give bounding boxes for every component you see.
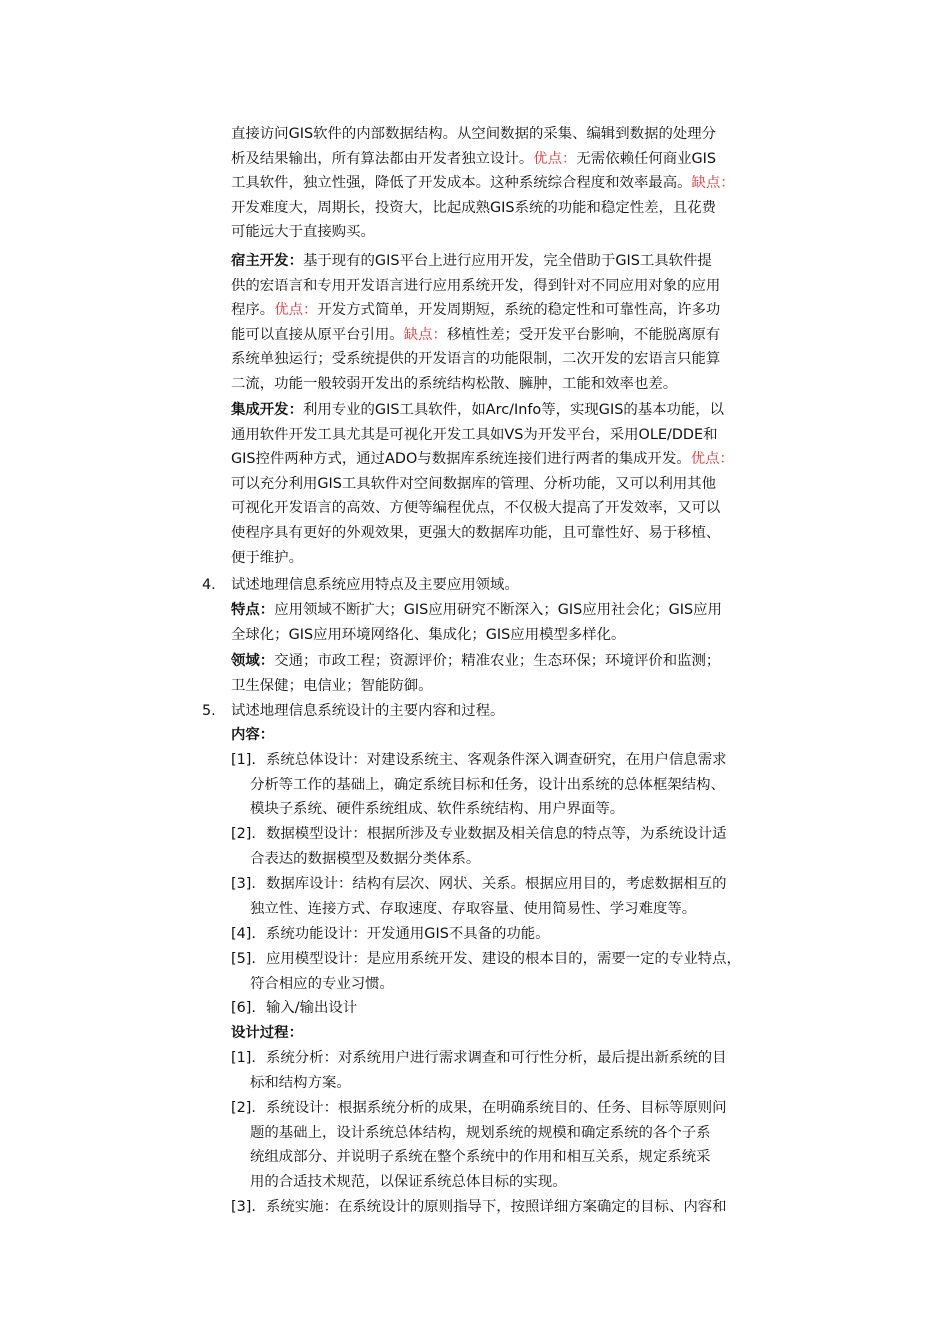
text-line: 领域：交通；市政工程；资源评价；精准农业；生态环保；环境评价和监测；: [231, 653, 721, 669]
text-line: 开发难度大，周期长，投资大，比起成熟GIS系统的功能和稳定性差，且花费: [231, 199, 717, 216]
paragraph-integrated-development: [231, 398, 811, 570]
list-text: 符合相应的专业习惯。: [250, 975, 394, 992]
section-label: 集成开发：: [231, 402, 303, 418]
text-line: 直接访问GIS软件的内部数据结构。从空间数据的采集、编辑到数据的处理分: [231, 126, 717, 142]
text-line: 便于维护。: [231, 549, 303, 566]
text-line: 宿主开发：基于现有的GIS平台上进行应用开发，完全借助于GIS工具软件提: [231, 253, 712, 269]
question-text: 试述地理信息系统设计的主要内容和过程。: [231, 703, 505, 719]
list-text: 数据库设计：结构有层次、网状、关系。根据应用目的，考虑数据相互的: [266, 876, 727, 892]
list-text: 独立性、连接方式、存取速度、存取容量、使用简易性、学习难度等。: [250, 900, 697, 917]
question-5: [231, 699, 811, 724]
list-index: [1].: [231, 1050, 256, 1066]
list-text: 题的基础上，设计系统总体结构，规划系统的规模和确定系统的各个子系: [250, 1124, 711, 1141]
question-4: [231, 573, 811, 598]
advantage-label: 优点：: [533, 150, 577, 167]
list-index: [2].: [231, 1100, 256, 1116]
text-line: 可能远大于直接购买。: [231, 224, 375, 241]
disadvantage-label: 缺点：: [403, 326, 447, 343]
list-index: [6].: [231, 1000, 256, 1016]
list-text: 系统分析：对系统用户进行需求调查和可行性分析，最后提出新系统的目: [266, 1050, 727, 1066]
disadvantage-label: 缺点：: [691, 175, 735, 192]
list-index: [2].: [231, 826, 256, 842]
list-text: 合表达的数据模型及数据分类体系。: [250, 850, 481, 867]
list-text: 系统总体设计：对建设系统主、客观条件深入调查研究，在用户信息需求: [266, 752, 727, 768]
list-text: 数据模型设计：根据所涉及专业数据及相关信息的特点等，为系统设计适: [266, 826, 727, 842]
section-label: 宿主开发：: [231, 253, 303, 269]
text-line: GIS控件两种方式，通过ADO与数据库系统连接们进行两者的集成开发。优点：: [231, 451, 734, 468]
list-text: 分析等工作的基础上，确定系统目标和任务，设计出系统的总体框架结构、: [250, 776, 725, 793]
q4-fields: [231, 649, 811, 698]
text-line: 二流，功能一般较弱开发出的系统结构松散、臃肿，工能和效率也差。: [231, 375, 678, 392]
paragraph-self-development: [231, 122, 811, 245]
text-line: 使程序具有更好的外观效果，更强大的数据库功能，且可靠性好、易于移植、: [231, 524, 721, 541]
advantage-label: 优点：: [690, 451, 734, 468]
process-heading: 设计过程：: [231, 1025, 303, 1041]
question-number: 5.: [202, 703, 216, 719]
text-line: 供的宏语言和专用开发语言进行应用系统开发，得到针对不同应用对象的应用: [231, 277, 721, 294]
text-line: 可视化开发语言的高效、方便等编程优点，不仅极大提高了开发效率，又可以: [231, 500, 721, 517]
list-text: 应用模型设计：是应用系统开发、建设的根本目的，需要一定的专业特点，: [266, 951, 741, 967]
text-line: 工具软件，独立性强，降低了开发成本。这种系统综合程度和效率最高。缺点：: [231, 175, 735, 192]
text-line: 通用软件开发工具尤其是可视化开发工具如VS为开发平台，采用OLE/DDE和: [231, 426, 718, 443]
list-index: [5].: [231, 951, 256, 967]
text-line: 能可以直接从原平台引用。缺点：移植性差；受开发平台影响，不能脱离原有: [231, 326, 721, 343]
list-text: 用的合适技术规范，以保证系统总体目标的实现。: [250, 1173, 567, 1190]
text-line: 可以充分利用GIS工具软件对空间数据库的管理、分析功能，又可以利用其他: [231, 475, 717, 492]
list-index: [3].: [231, 876, 256, 892]
list-text: 系统实施：在系统设计的原则指导下，按照详细方案确定的目标、内容和: [266, 1199, 727, 1215]
list-index: [3].: [231, 1199, 256, 1215]
list-text: 统组成部分、并说明子系统在整个系统中的作用和相互关系，规定系统采: [250, 1149, 711, 1166]
content-heading: 内容：: [231, 727, 275, 743]
list-index: [4].: [231, 926, 256, 942]
text-line: 程序。优点：开发方式简单，开发周期短，系统的稳定性和可靠性高，许多功: [231, 302, 721, 319]
advantage-label: 优点：: [274, 302, 318, 319]
text-line: 析及结果输出，所有算法都由开发者独立设计。优点：无需依赖任何商业GIS: [231, 150, 717, 167]
list-index: [1].: [231, 752, 256, 768]
list-text: 系统设计：根据系统分析的成果，在明确系统目的、任务、目标等原则问: [266, 1100, 727, 1116]
paragraph-host-development: [231, 249, 811, 397]
question-number: 4.: [202, 577, 216, 593]
text-line: 集成开发：利用专业的GIS工具软件，如Arc/Info等，实现GIS的基本功能，以: [231, 402, 725, 418]
text-line: 卫生保健；电信业；智能防御。: [231, 677, 433, 694]
text-line: 全球化；GIS应用环境网络化、集成化；GIS应用模型多样化。: [231, 626, 626, 643]
list-text: 系统功能设计：开发通用GIS不具备的功能。: [266, 926, 550, 942]
list-text: 标和结构方案。: [250, 1074, 351, 1091]
section-label: 领域：: [231, 653, 275, 669]
section-label: 特点：: [231, 602, 275, 618]
list-text: 输入/输出设计: [266, 1000, 358, 1016]
text-line: 系统单独运行；受系统提供的开发语言的功能限制，二次开发的宏语言只能算: [231, 351, 721, 368]
list-text: 模块子系统、硬件系统组成、软件系统结构、用户界面等。: [250, 801, 625, 818]
text-line: 特点：应用领域不断扩大；GIS应用研究不断深入；GIS应用社会化；GIS应用: [231, 602, 722, 618]
question-text: 试述地理信息系统应用特点及主要应用领域。: [231, 577, 519, 593]
q4-features: [231, 598, 811, 647]
